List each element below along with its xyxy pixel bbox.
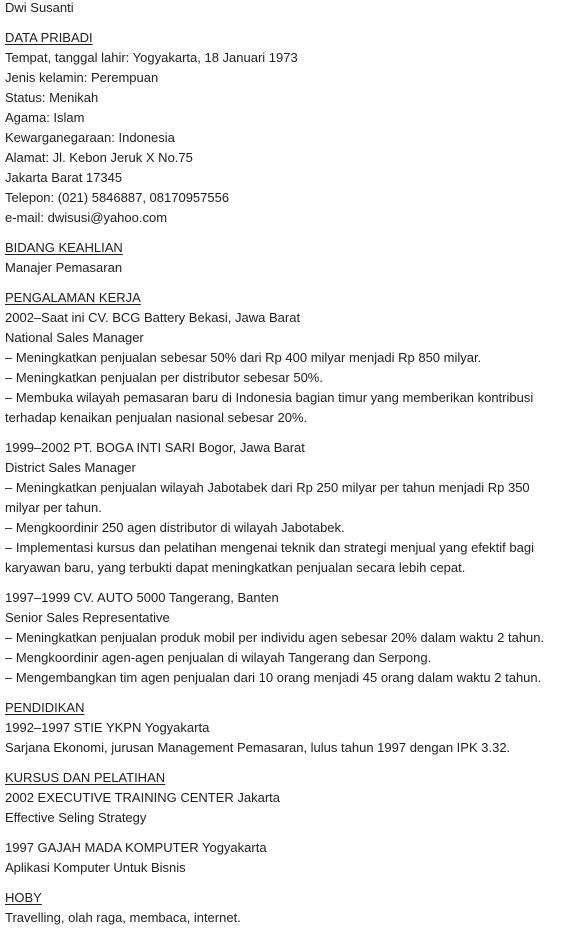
section-heading-hoby: HOBY xyxy=(5,890,42,905)
section-heading-pendidikan: PENDIDIKAN xyxy=(5,700,85,715)
job-entry xyxy=(5,588,567,688)
course-entry xyxy=(5,788,567,828)
course-entry xyxy=(5,838,567,878)
personal-phone: Telepon: (021) 5846887, 08170957556 xyxy=(5,190,230,205)
job-achievement: – Meningkatkan penjualan produk mobil per individu agen sebesar 20% dalam waktu 2 tahun. xyxy=(5,630,545,645)
job-achievement: – Mengkoordinir 250 agen distributor di wilayah Jabotabek. xyxy=(5,520,345,535)
job-entry xyxy=(5,308,567,428)
personal-address: Alamat: Jl. Kebon Jeruk X No.75 xyxy=(5,150,193,165)
section-pendidikan xyxy=(5,698,567,758)
section-data-pribadi xyxy=(5,28,567,228)
course-place: 2002 EXECUTIVE TRAINING CENTER Jakarta xyxy=(5,790,281,805)
course-name: Effective Seling Strategy xyxy=(5,810,147,825)
job-title: District Sales Manager xyxy=(5,460,136,475)
section-heading-pengalaman-kerja: PENGALAMAN KERJA xyxy=(5,290,141,305)
job-period-company: 1997–1999 CV. AUTO 5000 Tangerang, Banten xyxy=(5,590,279,605)
section-bidang-keahlian xyxy=(5,238,567,278)
education-degree: Sarjana Ekonomi, jurusan Management Pemasaran, lulus tahun 1997 dengan IPK 3.32. xyxy=(5,740,511,755)
personal-nationality: Kewarganegaraan: Indonesia xyxy=(5,130,175,145)
section-heading-bidang-keahlian: BIDANG KEAHLIAN xyxy=(5,240,123,255)
job-achievement: – Meningkatkan penjualan per distributor sebesar 50%. xyxy=(5,370,323,385)
course-place: 1997 GAJAH MADA KOMPUTER Yogyakarta xyxy=(5,840,267,855)
section-heading-kursus: KURSUS DAN PELATIHAN xyxy=(5,770,166,785)
section-kursus-pelatihan xyxy=(5,768,567,878)
personal-status: Status: Menikah xyxy=(5,90,99,105)
job-achievement: – Implementasi kursus dan pelatihan mengenai teknik dan strategi menjual yang efektif bagi karyawan baru, yang terbukti dapat meningkatkan penjualan secara lebih cepat. xyxy=(5,540,534,575)
personal-email: e-mail: dwisusi@yahoo.com xyxy=(5,210,168,225)
section-hoby xyxy=(5,888,567,928)
job-title: Senior Sales Representative xyxy=(5,610,170,625)
education-institution: 1992–1997 STIE YKPN Yogyakarta xyxy=(5,720,210,735)
job-title: National Sales Manager xyxy=(5,330,144,345)
job-period-company: 2002–Saat ini CV. BCG Battery Bekasi, Jawa Barat xyxy=(5,310,301,325)
job-achievement: – Mengembangkan tim agen penjualan dari 10 orang menjadi 45 orang dalam waktu 2 tahun. xyxy=(5,670,542,685)
job-period-company: 1999–2002 PT. BOGA INTI SARI Bogor, Jawa Barat xyxy=(5,440,305,455)
personal-religion: Agama: Islam xyxy=(5,110,85,125)
personal-city: Jakarta Barat 17345 xyxy=(5,170,123,185)
job-entry xyxy=(5,438,567,578)
job-achievement: – Membuka wilayah pemasaran baru di Indonesia bagian timur yang memberikan kontribusi terhadap kenaikan penjualan nasional sebesar 20%. xyxy=(5,390,534,425)
course-name: Aplikasi Komputer Untuk Bisnis xyxy=(5,860,186,875)
section-pengalaman-kerja xyxy=(5,288,567,688)
expertise-item: Manajer Pemasaran xyxy=(5,260,123,275)
personal-birth: Tempat, tanggal lahir: Yogyakarta, 18 Januari 1973 xyxy=(5,50,298,65)
job-achievement: – Mengkoordinir agen-agen penjualan di wilayah Tangerang dan Serpong. xyxy=(5,650,432,665)
resume-name: Dwi Susanti xyxy=(5,0,74,15)
job-achievement: – Meningkatkan penjualan wilayah Jabotabek dari Rp 250 milyar per tahun menjadi Rp 350 milyar per tahun. xyxy=(5,480,530,515)
job-achievement: – Meningkatkan penjualan sebesar 50% dari Rp 400 milyar menjadi Rp 850 milyar. xyxy=(5,350,482,365)
personal-gender: Jenis kelamin: Perempuan xyxy=(5,70,159,85)
hobby-list: Travelling, olah raga, membaca, internet. xyxy=(5,910,241,925)
section-heading-data-pribadi: DATA PRIBADI xyxy=(5,30,93,45)
